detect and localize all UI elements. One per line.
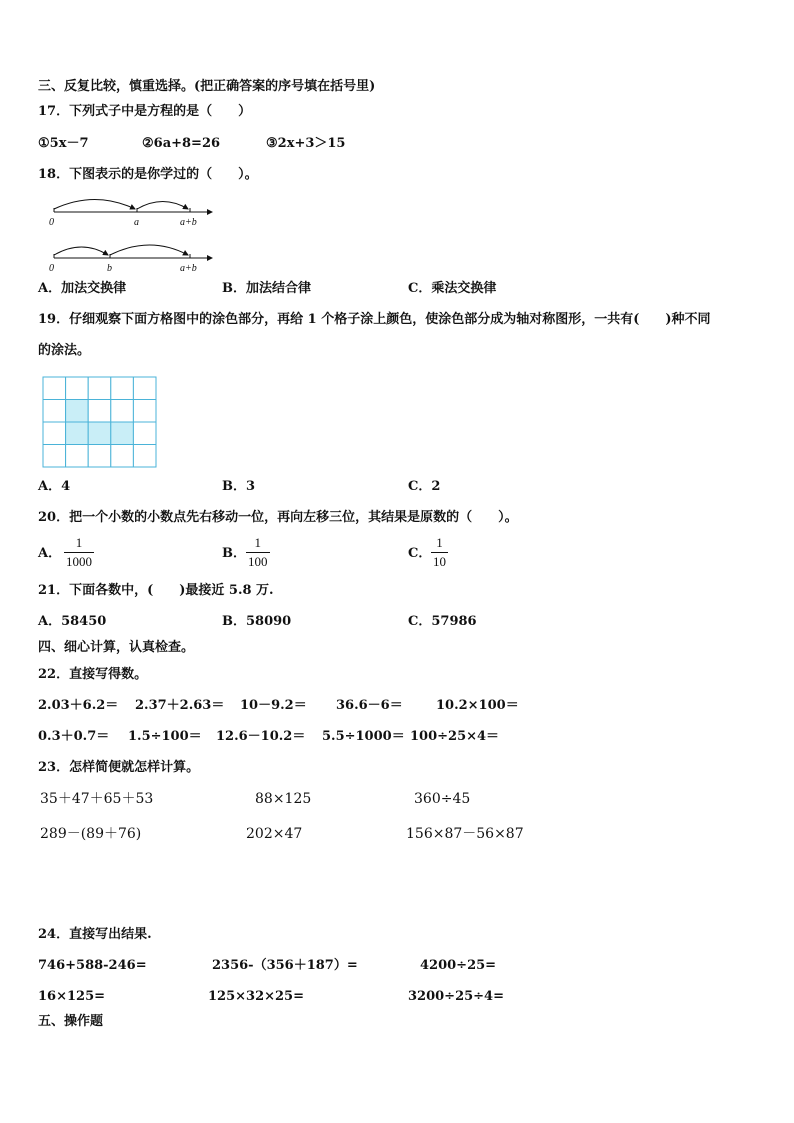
q20-option-a-fraction	[64, 536, 94, 569]
q24-item: 125×32×25=	[208, 989, 304, 1004]
q22-item: 10.2×100＝	[436, 698, 519, 713]
fraction-denominator: 1000	[66, 554, 92, 569]
grid-cell	[88, 445, 111, 468]
q23-expression: 156×87－56×87	[406, 826, 524, 842]
q19-option-b: B．3	[222, 479, 256, 494]
grid-cell	[111, 445, 134, 468]
line2-b-label: b	[107, 263, 112, 274]
q18-stem: 18．下图表示的是你学过的（ ）。	[38, 167, 258, 182]
grid-cell-shaded	[66, 422, 89, 445]
q23-expression: 88×125	[255, 791, 312, 807]
q22-item: 5.5÷1000＝	[322, 729, 405, 744]
grid-cell	[133, 400, 156, 423]
q20-option-c-fraction	[431, 536, 448, 569]
line2-zero-label: 0	[49, 263, 54, 274]
q19-option-a: A．4	[38, 479, 71, 494]
grid-cell	[88, 377, 111, 400]
q24-item: 16×125=	[38, 989, 106, 1004]
section-5-heading: 五、操作题	[38, 1014, 104, 1029]
q20-option-b-fraction	[246, 536, 270, 569]
q23-expression: 202×47	[246, 826, 303, 842]
section-3-heading: 三、反复比较，慎重选择。(把正确答案的序号填在括号里)	[38, 79, 376, 94]
q20-stem: 20．把一个小数的小数点先右移动一位，再向左移三位，其结果是原数的（ ）。	[38, 510, 518, 525]
q22-item: 100÷25×4＝	[410, 729, 500, 744]
q22-item: 10－9.2＝	[240, 698, 307, 713]
grid-cell	[66, 445, 89, 468]
fraction-numerator: 1	[75, 535, 83, 550]
q18-option-b: B．加法结合律	[222, 281, 311, 296]
line1-end-label: a+b	[180, 217, 197, 228]
line1-a-label: a	[134, 217, 139, 228]
fraction-numerator: 1	[254, 535, 261, 550]
q17-option-3: ③2x+3＞15	[266, 136, 346, 151]
q23-expression: 35＋47＋65＋53	[40, 791, 154, 807]
q18-option-c: C．乘法交换律	[408, 281, 497, 296]
q24-item: 746+588-246=	[38, 958, 147, 973]
q17-stem: 17．下列式子中是方程的是（ ）	[38, 104, 252, 119]
q24-item: 2356-（356＋187）=	[212, 958, 358, 973]
q22-item: 12.6－10.2＝	[216, 729, 306, 744]
number-line-1	[49, 200, 212, 229]
q23-expression: 360÷45	[414, 791, 471, 807]
q17-option-1: ①5x－7	[38, 136, 89, 151]
grid-cell	[88, 400, 111, 423]
q22-stem: 22．直接写得数。	[38, 667, 148, 682]
grid-cell	[133, 377, 156, 400]
grid-cell	[43, 377, 66, 400]
fraction-denominator: 10	[433, 554, 446, 569]
q21-option-a: A．58450	[38, 614, 107, 629]
fraction-denominator: 100	[248, 554, 268, 569]
q20-option-c-label: C．	[408, 546, 432, 561]
number-line-2	[49, 245, 212, 274]
number-line-diagram	[40, 192, 240, 272]
grid-cell	[66, 377, 89, 400]
q22-item: 2.03＋6.2＝	[38, 698, 119, 713]
q22-item: 36.6－6＝	[336, 698, 403, 713]
section-4-heading: 四、细心计算，认真检查。	[38, 640, 195, 655]
line2-end-label: a+b	[180, 263, 197, 274]
q19-stem-line2: 的涂法。	[38, 343, 91, 358]
q24-stem: 24．直接写出结果.	[38, 927, 152, 942]
q23-expression: 289－(89＋76)	[40, 826, 142, 842]
q21-stem: 21．下面各数中，( )最接近 5.8 万.	[38, 583, 274, 598]
q24-item: 4200÷25=	[420, 958, 497, 973]
fraction-numerator: 1	[436, 535, 443, 550]
q21-option-b: B．58090	[222, 614, 292, 629]
q17-option-2: ②6a+8=26	[142, 136, 221, 151]
q22-item: 0.3＋0.7＝	[38, 729, 110, 744]
grid-cell-shaded	[111, 422, 134, 445]
grid-cell-shaded	[66, 400, 89, 423]
grid-cell	[133, 422, 156, 445]
grid-cell	[43, 400, 66, 423]
q24-item: 3200÷25÷4=	[408, 989, 504, 1004]
q19-stem-line1: 19．仔细观察下面方格图中的涂色部分，再给 1 个格子涂上颜色，使涂色部分成为轴对称图形，一共有( )种不同	[38, 312, 711, 327]
q22-item: 1.5÷100＝	[128, 729, 202, 744]
q21-option-c: C．57986	[408, 614, 477, 629]
line1-zero-label: 0	[49, 217, 54, 228]
grid-cell	[43, 445, 66, 468]
q23-stem: 23．怎样简便就怎样计算。	[38, 760, 200, 775]
q18-option-a: A．加法交换律	[38, 281, 127, 296]
grid-cell	[133, 445, 156, 468]
grid-cell	[111, 400, 134, 423]
q19-option-c: C．2	[408, 479, 441, 494]
square-grid	[42, 376, 158, 468]
grid-cell	[43, 422, 66, 445]
q20-option-b-label: B．	[222, 546, 246, 561]
grid-cell	[111, 377, 134, 400]
q22-item: 2.37＋2.63＝	[135, 698, 225, 713]
grid-cell-shaded	[88, 422, 111, 445]
q20-option-a-label: A．	[38, 546, 62, 561]
